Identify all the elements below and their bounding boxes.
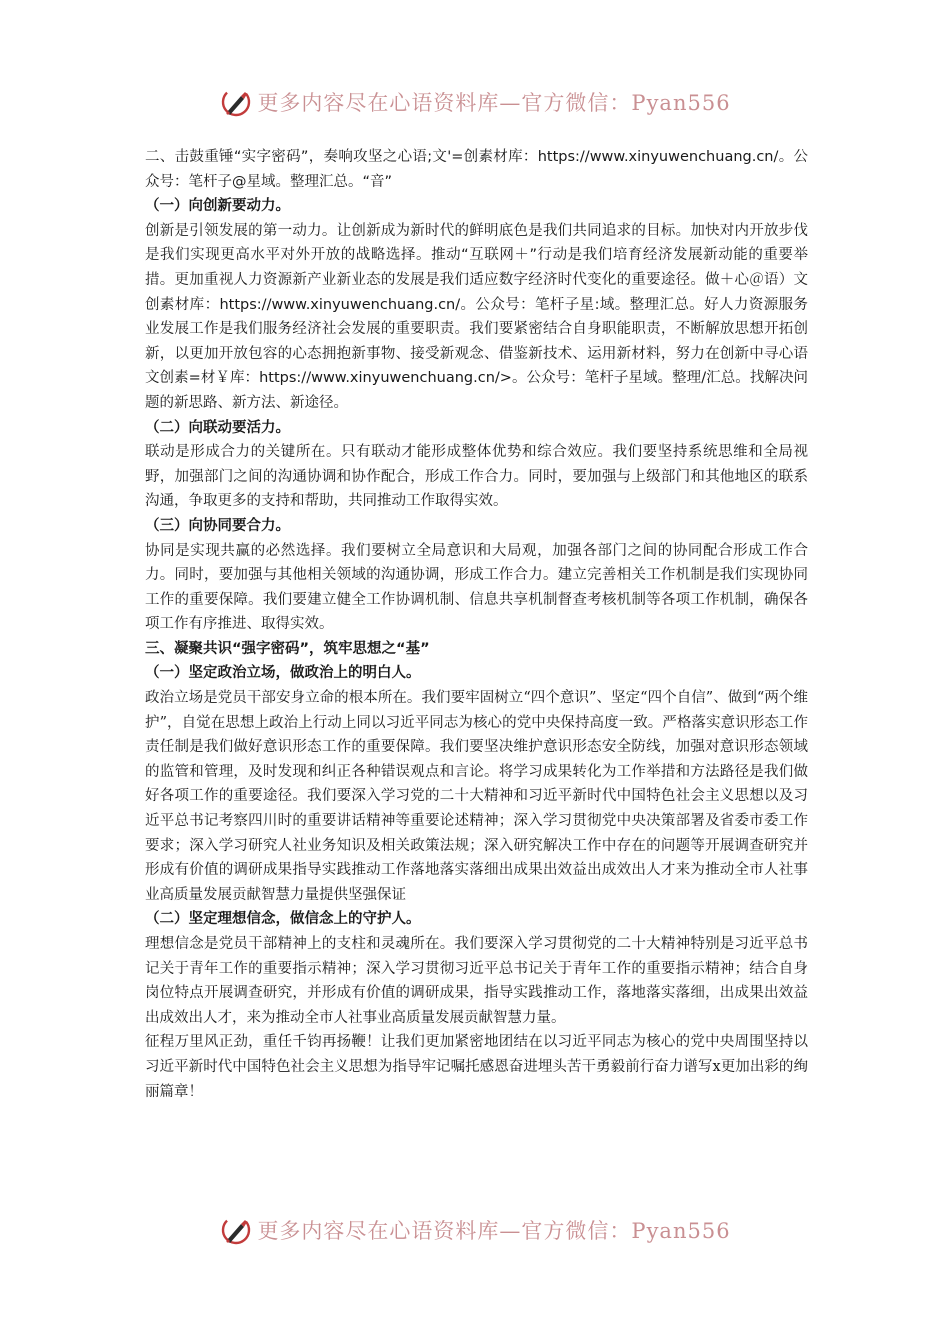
subheading-ideals: （二）坚定理想信念，做信念上的守护人。: [145, 911, 421, 928]
subheading-innovation: （一）向创新要动力。: [145, 198, 290, 215]
footer-banner: [0, 1208, 950, 1252]
header-banner: [0, 80, 950, 124]
header-banner-text: 更多内容尽在心语资料库—官方微信：Pyan556: [257, 91, 731, 115]
subheading-linkage: （二）向联动要活力。: [145, 419, 290, 436]
paragraph-closing: 征程万里风正劲，重任千钧再扬鞭！让我们更加紧密地团结在以习近平同志为核心的党中央周围坚持以习近平新时代中国特色社会主义思想为指导牢记嘱托感恩奋进埋头苦干勇毅前行奋力谱写x更加出彩的绚丽篇章！: [145, 1034, 808, 1100]
paragraph-political-stance: 政治立场是党员干部安身立命的根本所在。我们要牢固树立“四个意识”、坚定“四个自信”、做到“两个维护”，自觉在思想上政治上行动上同以习近平同志为核心的党中央保持高度一致。严格落实意识形态工作责任制是我们做好意识形态工作的重要保障。我们要坚决维护意识形态安全防线，加强对意识形态领域的监管和管理，及时发现和纠正各种错误观点和言论。将学习成果转化为工作举措和方法路径是我们做好各项工作的重要途径。我们要深入学习党的二十大精神和习近平新时代中国特色社会主义思想以及习近平总书记考察四川时的重要讲话精神等重要论述精神；深入学习贯彻党中央决策部署及省委市委工作要求；深入学习研究人社业务知识及相关政策法规；深入研究解决工作中存在的问题等开展调查研究并形成有价值的调研成果指导实践推动工作落地落实落细出成果出效益出成效出人才来为推动全市人社事业高质量发展贡献智慧力量提供坚强保证: [145, 690, 808, 903]
document-body: [145, 145, 808, 1195]
section-two-heading: 二、击鼓重锤“实字密码”，奏响攻坚之心语;文'=创素材库：https://www.xinyuwenchuang.cn/。公众号：笔杆子@星域。整理汇总。“音”: [145, 149, 808, 190]
subheading-coordination: （三）向协同要合力。: [145, 517, 290, 534]
footer-banner-text: 更多内容尽在心语资料库—官方微信：Pyan556: [257, 1219, 731, 1243]
paragraph-innovation: 创新是引领发展的第一动力。让创新成为新时代的鲜明底色是我们共同追求的目标。加快对内开放步伐是我们实现更高水平对外开放的战略选择。推动“互联网＋”行动是我们培育经济发展新动能的重要举措。更加重视人力资源新产业新业态的发展是我们适应数字经济时代变化的重要途径。做＋心＠语）文创素材库：https://www.xinyuwenchuang.cn/。公众号：笔杆子星:域。整理汇总。好人力资源服务业发展工作是我们服务经济社会发展的重要职责。我们要紧密结合自身职能职责，不断解放思想开拓创新，以更加开放包容的心态拥抱新事物、接受新观念、借鉴新技术、运用新材料，努力在创新中寻心语文创素=材￥库：https://www.xinyuwenchuang.cn/>。公众号：笔杆子星域。整理/汇总。找解决问题的新思路、新方法、新途径。: [145, 222, 808, 411]
pen-nib-logo-icon: [219, 85, 253, 119]
paragraph-linkage: 联动是形成合力的关键所在。只有联动才能形成整体优势和综合效应。我们要坚持系统思维和全局视野，加强部门之间的沟通协调和协作配合，形成工作合力。同时，要加强与上级部门和其他地区的联系沟通，争取更多的支持和帮助，共同推动工作取得实效。: [145, 444, 808, 510]
paragraph-ideals: 理想信念是党员干部精神上的支柱和灵魂所在。我们要深入学习贯彻党的二十大精神特别是习近平总书记关于青年工作的重要指示精神；深入学习贯彻习近平总书记关于青年工作的重要指示精神；结合自身岗位特点开展调查研究，并形成有价值的调研成果，指导实践推动工作，落地落实落细，出成果出效益出成效出人才，来为推动全市人社事业高质量发展贡献智慧力量。: [145, 936, 808, 1026]
paragraph-coordination: 协同是实现共赢的必然选择。我们要树立全局意识和大局观，加强各部门之间的协同配合形成工作合力。同时，要加强与其他相关领域的沟通协调，形成工作合力。建立完善相关工作机制是我们实现协同工作的重要保障。我们要建立健全工作协调机制、信息共享机制督查考核机制等各项工作机制，确保各项工作有序推进、取得实效。: [145, 542, 808, 633]
section-three-heading: 三、凝聚共识“强字密码”，筑牢思想之“基”: [145, 640, 430, 657]
pen-nib-logo-icon: [219, 1213, 253, 1247]
subheading-political-stance: （一）坚定政治立场，做政治上的明白人。: [145, 665, 421, 682]
